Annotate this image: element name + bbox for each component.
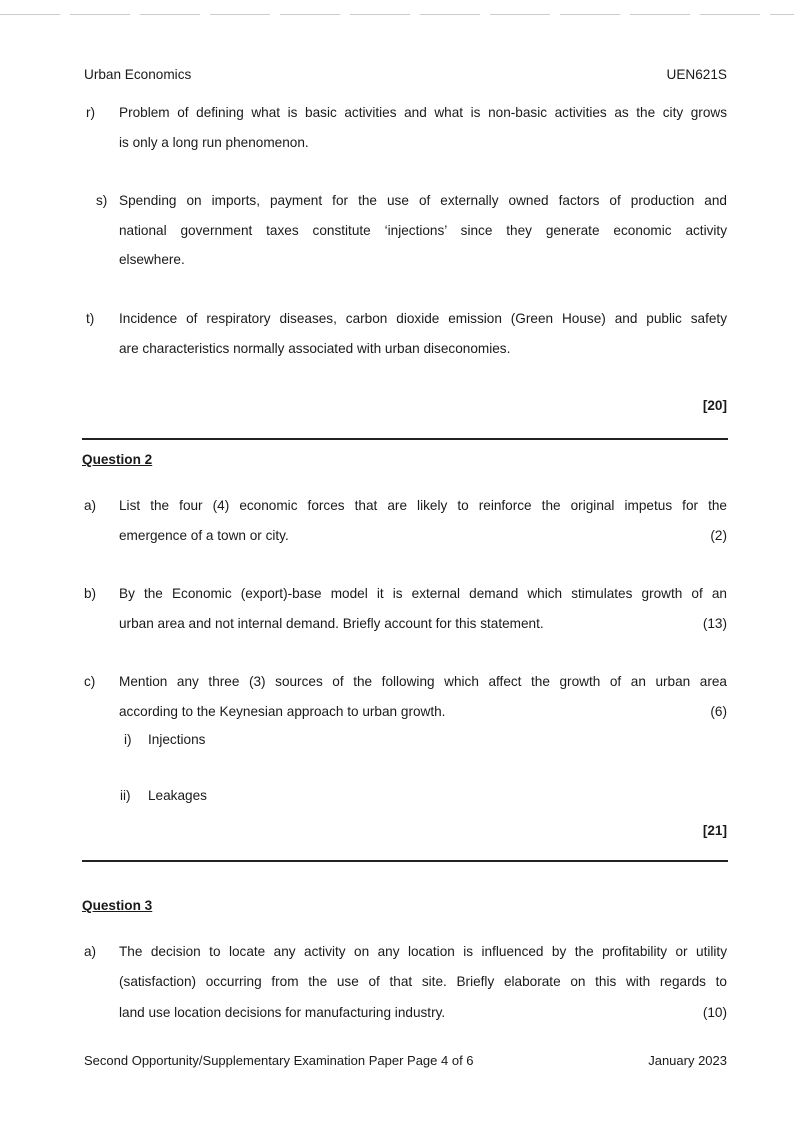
- item-marks: (13): [702, 616, 727, 631]
- scan-edge: [0, 14, 794, 15]
- subitem-label: ii): [120, 788, 131, 803]
- item-text: according to the Keynesian approach to urban growth.: [119, 704, 446, 719]
- subitem-text: Leakages: [148, 788, 207, 803]
- item-text: national government taxes constitute ‘injections’ since they generate economic activity: [119, 223, 727, 238]
- question-2-heading: Question 2: [82, 452, 153, 467]
- item-label: t): [86, 311, 95, 326]
- item-text: are characteristics normally associated with urban diseconomies.: [119, 341, 511, 356]
- item-text: urban area and not internal demand. Briefly account for this statement.: [119, 616, 544, 631]
- course-code: UEN621S: [666, 67, 727, 82]
- item-text: emergence of a town or city.: [119, 528, 289, 543]
- item-marks: (6): [710, 704, 727, 719]
- divider: [82, 860, 728, 862]
- question-total: [21]: [702, 823, 727, 838]
- subitem-text: Injections: [148, 732, 206, 747]
- item-text: Mention any three (3) sources of the following which affect the growth of an urban area: [119, 674, 727, 689]
- item-text: List the four (4) economic forces that are likely to reinforce the original impetus for the: [119, 498, 727, 513]
- divider: [82, 438, 728, 440]
- item-text: By the Economic (export)-base model it is external demand which stimulates growth of an: [119, 586, 727, 601]
- item-label: r): [86, 105, 96, 120]
- item-text: land use location decisions for manufacturing industry.: [119, 1005, 446, 1020]
- subitem-label: i): [124, 732, 132, 747]
- footer-left: Second Opportunity/Supplementary Examination Paper Page 4 of 6: [84, 1053, 474, 1068]
- item-text: (satisfaction) occurring from the use of that site. Briefly elaborate on this with regards to: [119, 974, 727, 989]
- question-total: [20]: [702, 398, 727, 413]
- item-text: Incidence of respiratory diseases, carbon dioxide emission (Green House) and public safety: [119, 311, 727, 326]
- question-3-heading: Question 3: [82, 898, 153, 913]
- item-label: a): [84, 944, 97, 959]
- item-label: s): [96, 193, 108, 208]
- item-label: a): [84, 498, 97, 513]
- item-label: c): [84, 674, 96, 689]
- item-text: Problem of defining what is basic activities and what is non-basic activities as the city grows: [119, 105, 727, 120]
- item-label: b): [84, 586, 97, 601]
- item-text: elsewhere.: [119, 252, 185, 267]
- footer-right: January 2023: [648, 1053, 727, 1068]
- item-text: Spending on imports, payment for the use of externally owned factors of production and: [119, 193, 727, 208]
- item-marks: (10): [702, 1005, 727, 1020]
- item-marks: (2): [710, 528, 727, 543]
- course-title: Urban Economics: [84, 67, 192, 82]
- item-text: is only a long run phenomenon.: [119, 135, 309, 150]
- item-text: The decision to locate any activity on any location is influenced by the profitability or utility: [119, 944, 727, 959]
